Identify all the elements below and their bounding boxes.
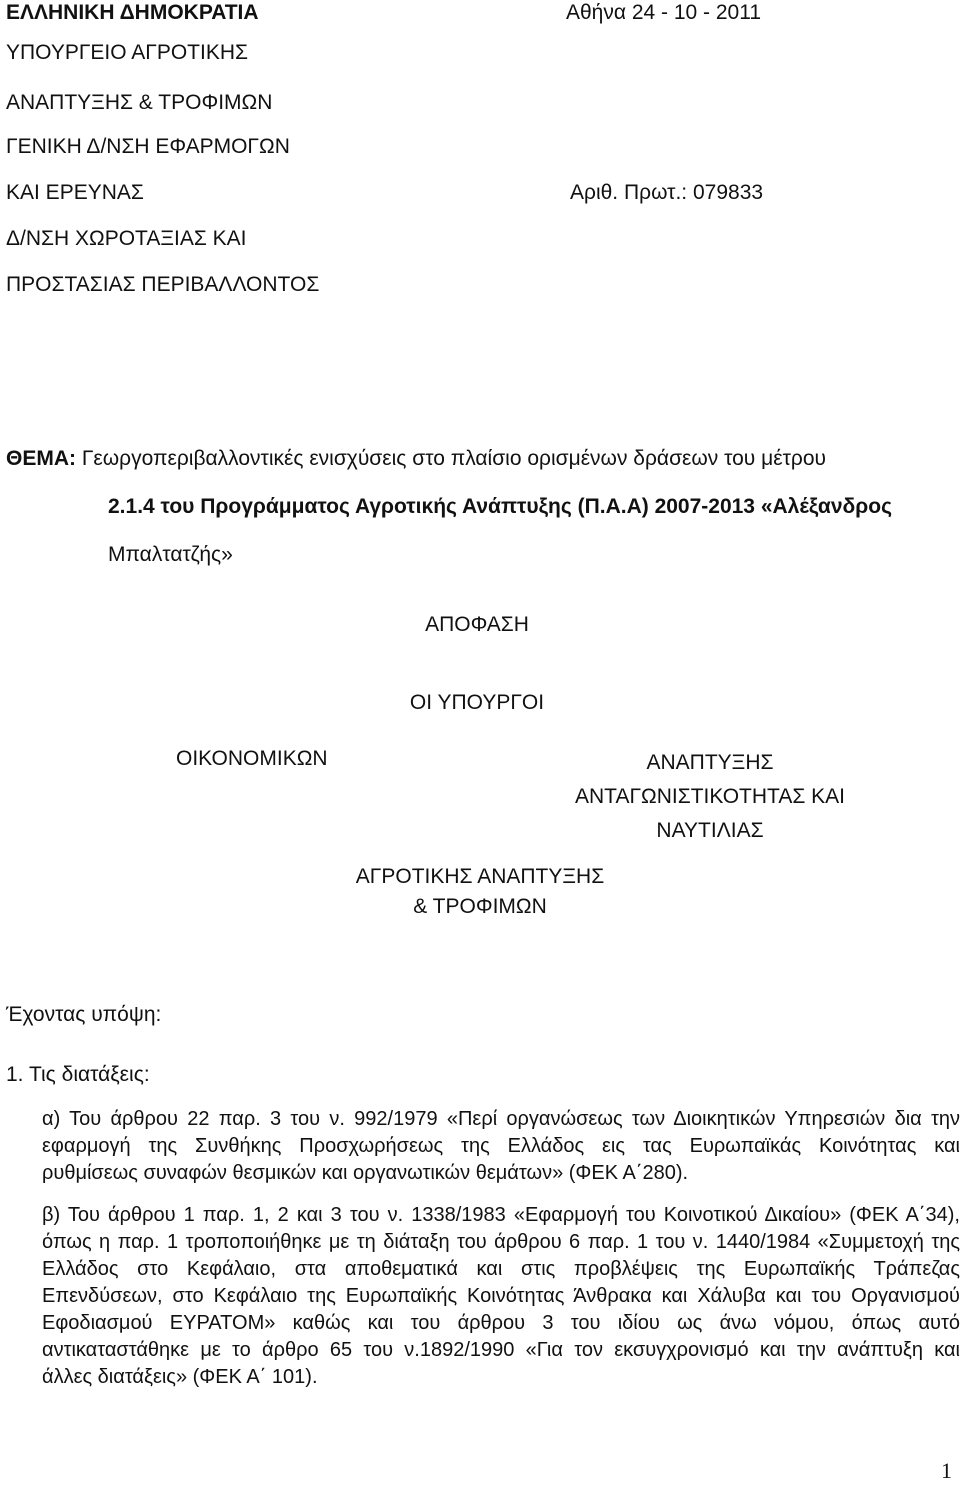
considering-heading: Έχοντας υπόψη: <box>6 1003 162 1026</box>
protocol-number: Αριθ. Πρωτ.: 079833 <box>570 181 764 204</box>
page-number: 1 <box>941 1458 952 1483</box>
minister-agriculture-line-2: & ΤΡΟΦΙΜΩΝ <box>413 895 547 918</box>
minister-development-line-3: ΝΑΥΤΙΛΙΑΣ <box>656 819 764 842</box>
header-line-3: ΑΝΑΠΤΥΞΗΣ & ΤΡΟΦΙΜΩΝ <box>6 91 273 114</box>
paragraph-b-line-4: Επενδύσεων, στο Κεφάλαιο της Ευρωπαϊκής Κοινότητας Άνθρακα και Χάλυβα και του Οργανισμού <box>42 1285 960 1307</box>
header-line-7: ΠΡΟΣΤΑΣΙΑΣ ΠΕΡΙΒΑΛΛΟΝΤΟΣ <box>6 273 320 296</box>
header-line-1: ΕΛΛΗΝΙΚΗ ΔΗΜΟΚΡΑΤΙΑ <box>6 1 259 24</box>
item-1-heading: 1. Τις διατάξεις: <box>6 1063 150 1086</box>
minister-finance: ΟΙΚΟΝΟΜΙΚΩΝ <box>176 747 328 770</box>
paragraph-b-line-1: β) Του άρθρου 1 παρ. 1, 2 και 3 του ν. 1338/1983 «Εφαρμογή του Κοινοτικού Δικαίου» (ΦΕΚ Α΄34), <box>42 1204 960 1226</box>
header-line-4: ΓΕΝΙΚΗ Δ/ΝΣΗ ΕΦΑΡΜΟΓΩΝ <box>6 135 290 158</box>
paragraph-b-line-5: Εφοδιασμού ΕΥΡΑΤΟΜ» καθώς και του άρθρου 3 του ιδίου ως άνω νόμου, όπως αυτό <box>42 1312 960 1334</box>
decision-title <box>0 612 960 638</box>
document-date: Αθήνα 24 - 10 - 2011 <box>566 1 762 24</box>
paragraph-b-line-2: όπως η παρ. 1 τροποποιήθηκε με τη διάταξη του άρθρου 6 παρ. 1 του ν. 1440/1984 «Συμμετοχή της <box>42 1231 960 1253</box>
paragraph-b-line-6: αντικαταστάθηκε με το άρθρο 65 του ν.1892/1990 «Για τον εκσυγχρονισμό και την ανάπτυξη και <box>42 1339 960 1361</box>
minister-agriculture <box>330 862 630 922</box>
ministers-heading <box>0 690 960 716</box>
subject-line-2: 2.1.4 του Προγράμματος Αγροτικής Ανάπτυξης (Π.Α.Α) 2007-2013 «Αλέξανδρος <box>108 495 892 518</box>
subject-line-3: Μπαλτατζής» <box>108 543 233 566</box>
paragraph-b <box>42 1202 960 1391</box>
ministers-heading-text: ΟΙ ΥΠΟΥΡΓΟΙ <box>409 691 545 714</box>
minister-agriculture-line-1: ΑΓΡΟΤΙΚΗΣ ΑΝΑΠΤΥΞΗΣ <box>355 865 605 888</box>
minister-development <box>560 746 860 848</box>
paragraph-b-line-7: άλλες διατάξεις» (ΦΕΚ Α΄ 101). <box>42 1366 318 1388</box>
header-line-6: Δ/ΝΣΗ ΧΩΡΟΤΑΞΙΑΣ ΚΑΙ <box>6 227 247 250</box>
subject-line-1 <box>6 446 826 472</box>
header-line-5: ΚΑΙ ΕΡΕΥΝΑΣ <box>6 181 144 204</box>
paragraph-a <box>42 1106 960 1187</box>
decision-title-text: ΑΠΟΦΑΣΗ <box>425 613 529 636</box>
paragraph-a-line-2: εφαρμογή της Συνθήκης Προσχωρήσεως της Ελλάδος εις τας Ευρωπαϊκάς Κοινότητας και <box>42 1135 960 1157</box>
paragraph-a-line-1: α) Του άρθρου 22 παρ. 3 του ν. 992/1979 «Περί οργανώσεως των Διοικητικών Υπηρεσιών δια την <box>42 1108 960 1130</box>
subject-label: ΘΕΜΑ: <box>6 447 76 470</box>
minister-development-line-2: ΑΝΤΑΓΩΝΙΣΤΙΚΟΤΗΤΑΣ ΚΑΙ <box>575 785 845 808</box>
minister-development-line-1: ΑΝΑΠΤΥΞΗΣ <box>646 751 774 774</box>
paragraph-a-line-3: ρυθμίσεως συναφών θεσμικών και οργανωτικών θεμάτων» (ΦΕΚ Α΄280). <box>42 1162 689 1184</box>
subject-text-1: Γεωργοπεριβαλλοντικές ενισχύσεις στο πλαίσιο ορισμένων δράσεων του μέτρου <box>81 447 826 470</box>
header-line-2: ΥΠΟΥΡΓΕΙΟ ΑΓΡΟΤΙΚΗΣ <box>6 41 248 64</box>
paragraph-b-line-3: Ελλάδος στο Κεφάλαιο, στα αποθεματικά και στις προβλέψεις της Ευρωπαϊκής Τράπεζας <box>42 1258 960 1280</box>
